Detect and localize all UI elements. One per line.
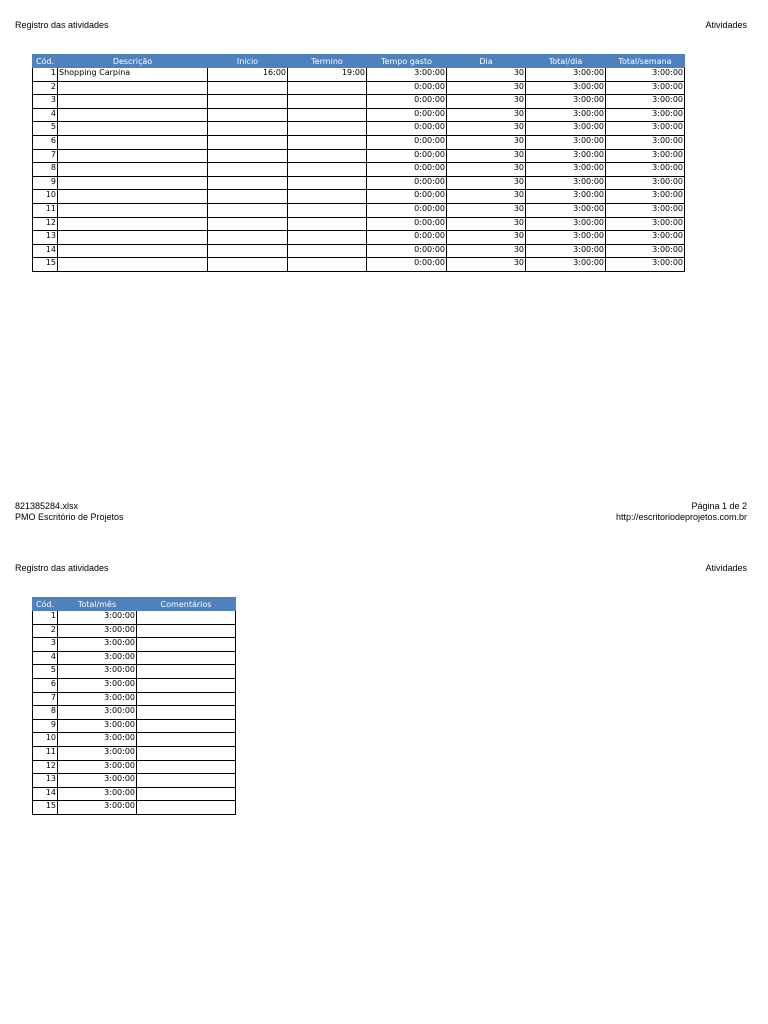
table-row <box>33 122 685 136</box>
cell-tempo-gasto[interactable]: 0:00:00 <box>367 135 447 149</box>
table-row <box>33 611 236 625</box>
table-row <box>33 801 236 815</box>
cell-dia[interactable]: 30 <box>447 81 526 95</box>
cell-total-semana[interactable]: 3:00:00 <box>606 95 685 109</box>
cell-total-semana[interactable]: 3:00:00 <box>606 231 685 245</box>
cell-termino[interactable] <box>288 217 367 231</box>
cell-dia[interactable]: 30 <box>447 135 526 149</box>
cell-cod[interactable]: 12 <box>33 217 58 231</box>
cell-total-dia[interactable]: 3:00:00 <box>526 217 606 231</box>
table-row <box>33 678 236 692</box>
cell-comentarios[interactable] <box>137 624 236 638</box>
cell-termino[interactable]: 19:00 <box>288 68 367 82</box>
cell-total-mes[interactable]: 3:00:00 <box>58 638 137 652</box>
cell-tempo-gasto[interactable]: 0:00:00 <box>367 217 447 231</box>
cell-comentarios[interactable] <box>137 801 236 815</box>
cell-total-dia[interactable]: 3:00:00 <box>526 258 606 272</box>
cell-total-dia[interactable]: 3:00:00 <box>526 203 606 217</box>
cell-termino[interactable] <box>288 122 367 136</box>
cell-dia[interactable]: 30 <box>447 258 526 272</box>
cell-cod[interactable]: 9 <box>33 719 58 733</box>
cell-total-mes[interactable]: 3:00:00 <box>58 746 137 760</box>
table-row <box>33 163 685 177</box>
page2-header-right: Atividades <box>705 563 747 573</box>
cell-cod[interactable]: 9 <box>33 176 58 190</box>
table-row <box>33 217 685 231</box>
cell-termino[interactable] <box>288 108 367 122</box>
cell-descricao[interactable] <box>58 217 208 231</box>
monthly-totals-table <box>32 597 236 815</box>
cell-total-dia[interactable]: 3:00:00 <box>526 108 606 122</box>
cell-inicio[interactable] <box>208 149 288 163</box>
cell-descricao[interactable] <box>58 258 208 272</box>
cell-inicio[interactable] <box>208 258 288 272</box>
col-header-comentarios[interactable]: Comentários <box>137 598 236 611</box>
table-row <box>33 190 685 204</box>
cell-inicio[interactable] <box>208 244 288 258</box>
cell-total-semana[interactable]: 3:00:00 <box>606 176 685 190</box>
cell-total-mes[interactable]: 3:00:00 <box>58 774 137 788</box>
cell-cod[interactable]: 4 <box>33 108 58 122</box>
cell-total-mes[interactable]: 3:00:00 <box>58 801 137 815</box>
cell-cod[interactable]: 2 <box>33 624 58 638</box>
col-header-inicio[interactable]: Inicio <box>208 55 288 68</box>
cell-termino[interactable] <box>288 95 367 109</box>
cell-total-mes[interactable]: 3:00:00 <box>58 651 137 665</box>
cell-comentarios[interactable] <box>137 692 236 706</box>
cell-descricao[interactable] <box>58 176 208 190</box>
cell-total-semana[interactable]: 3:00:00 <box>606 217 685 231</box>
cell-dia[interactable]: 30 <box>447 244 526 258</box>
cell-total-semana[interactable]: 3:00:00 <box>606 81 685 95</box>
cell-cod[interactable]: 12 <box>33 760 58 774</box>
cell-total-dia[interactable]: 3:00:00 <box>526 95 606 109</box>
cell-cod[interactable]: 10 <box>33 190 58 204</box>
cell-cod[interactable]: 7 <box>33 692 58 706</box>
cell-comentarios[interactable] <box>137 760 236 774</box>
cell-total-semana[interactable]: 3:00:00 <box>606 258 685 272</box>
cell-total-mes[interactable]: 3:00:00 <box>58 760 137 774</box>
cell-cod[interactable]: 15 <box>33 258 58 272</box>
cell-cod[interactable]: 2 <box>33 81 58 95</box>
cell-cod[interactable]: 11 <box>33 746 58 760</box>
cell-comentarios[interactable] <box>137 651 236 665</box>
table-row <box>33 733 236 747</box>
cell-cod[interactable]: 4 <box>33 651 58 665</box>
cell-tempo-gasto[interactable]: 0:00:00 <box>367 244 447 258</box>
cell-tempo-gasto[interactable]: 0:00:00 <box>367 108 447 122</box>
table-row <box>33 719 236 733</box>
cell-total-mes[interactable]: 3:00:00 <box>58 719 137 733</box>
cell-inicio[interactable] <box>208 81 288 95</box>
col-header-tempo-gasto[interactable]: Tempo gasto <box>367 55 447 68</box>
cell-total-mes[interactable]: 3:00:00 <box>58 706 137 720</box>
cell-descricao[interactable] <box>58 122 208 136</box>
cell-cod[interactable]: 5 <box>33 665 58 679</box>
cell-cod[interactable]: 8 <box>33 706 58 720</box>
footer-filename: 821385284.xlsx <box>15 501 79 511</box>
col-header-total-semana[interactable]: Total/semana <box>606 55 685 68</box>
cell-descricao[interactable] <box>58 135 208 149</box>
footer-website: http://escritoriodeprojetos.com.br <box>615 512 747 522</box>
cell-termino[interactable] <box>288 231 367 245</box>
cell-total-semana[interactable]: 3:00:00 <box>606 68 685 82</box>
cell-cod[interactable]: 3 <box>33 95 58 109</box>
cell-cod[interactable]: 8 <box>33 163 58 177</box>
cell-cod[interactable]: 7 <box>33 149 58 163</box>
cell-cod[interactable]: 6 <box>33 135 58 149</box>
table-row <box>33 81 685 95</box>
col-header-termino[interactable]: Termino <box>288 55 367 68</box>
cell-total-semana[interactable]: 3:00:00 <box>606 135 685 149</box>
cell-dia[interactable]: 30 <box>447 122 526 136</box>
cell-descricao[interactable] <box>58 231 208 245</box>
table-row <box>33 68 685 82</box>
cell-total-dia[interactable]: 3:00:00 <box>526 135 606 149</box>
cell-total-dia[interactable]: 3:00:00 <box>526 81 606 95</box>
page1-header-left: Registro das atividades <box>15 20 109 30</box>
cell-total-dia[interactable]: 3:00:00 <box>526 122 606 136</box>
cell-inicio[interactable]: 16:00 <box>208 68 288 82</box>
cell-inicio[interactable] <box>208 203 288 217</box>
cell-total-mes[interactable]: 3:00:00 <box>58 678 137 692</box>
cell-cod[interactable]: 1 <box>33 611 58 625</box>
table-row <box>33 258 685 272</box>
cell-termino[interactable] <box>288 176 367 190</box>
cell-tempo-gasto[interactable]: 0:00:00 <box>367 163 447 177</box>
cell-dia[interactable]: 30 <box>447 149 526 163</box>
cell-descricao[interactable] <box>58 163 208 177</box>
cell-total-semana[interactable]: 3:00:00 <box>606 122 685 136</box>
cell-dia[interactable]: 30 <box>447 68 526 82</box>
col-header-total-dia[interactable]: Total/dia <box>526 55 606 68</box>
cell-dia[interactable]: 30 <box>447 203 526 217</box>
cell-dia[interactable]: 30 <box>447 108 526 122</box>
activities-table <box>32 54 685 272</box>
table-row <box>33 638 236 652</box>
cell-comentarios[interactable] <box>137 611 236 625</box>
cell-total-mes[interactable]: 3:00:00 <box>58 733 137 747</box>
cell-termino[interactable] <box>288 81 367 95</box>
cell-termino[interactable] <box>288 149 367 163</box>
cell-tempo-gasto[interactable]: 0:00:00 <box>367 190 447 204</box>
footer-page-number: Página 1 de 2 <box>691 501 747 511</box>
table-row <box>33 760 236 774</box>
table-row <box>33 651 236 665</box>
cell-cod[interactable]: 13 <box>33 774 58 788</box>
cell-inicio[interactable] <box>208 122 288 136</box>
cell-total-dia[interactable]: 3:00:00 <box>526 231 606 245</box>
cell-descricao[interactable] <box>58 203 208 217</box>
cell-descricao[interactable] <box>58 244 208 258</box>
cell-cod[interactable]: 11 <box>33 203 58 217</box>
page2-header-left: Registro das atividades <box>15 563 109 573</box>
cell-tempo-gasto[interactable]: 0:00:00 <box>367 122 447 136</box>
cell-dia[interactable]: 30 <box>447 176 526 190</box>
cell-total-semana[interactable]: 3:00:00 <box>606 163 685 177</box>
col-header-cod[interactable]: Cód. <box>33 598 58 611</box>
cell-termino[interactable] <box>288 244 367 258</box>
cell-dia[interactable]: 30 <box>447 231 526 245</box>
cell-cod[interactable]: 14 <box>33 244 58 258</box>
table-row <box>33 149 685 163</box>
table-row <box>33 692 236 706</box>
cell-total-mes[interactable]: 3:00:00 <box>58 665 137 679</box>
cell-total-dia[interactable]: 3:00:00 <box>526 176 606 190</box>
col-header-descricao[interactable]: Descrição <box>58 55 208 68</box>
cell-total-mes[interactable]: 3:00:00 <box>58 611 137 625</box>
cell-cod[interactable]: 14 <box>33 787 58 801</box>
cell-inicio[interactable] <box>208 217 288 231</box>
cell-total-dia[interactable]: 3:00:00 <box>526 244 606 258</box>
cell-cod[interactable]: 15 <box>33 801 58 815</box>
cell-cod[interactable]: 5 <box>33 122 58 136</box>
cell-inicio[interactable] <box>208 190 288 204</box>
table-row <box>33 746 236 760</box>
cell-total-dia[interactable]: 3:00:00 <box>526 68 606 82</box>
cell-dia[interactable]: 30 <box>447 163 526 177</box>
cell-descricao[interactable]: Shopping Carpina <box>58 68 208 82</box>
table-row <box>33 95 685 109</box>
cell-total-dia[interactable]: 3:00:00 <box>526 163 606 177</box>
cell-comentarios[interactable] <box>137 665 236 679</box>
cell-comentarios[interactable] <box>137 719 236 733</box>
table-row <box>33 108 685 122</box>
cell-descricao[interactable] <box>58 108 208 122</box>
cell-termino[interactable] <box>288 135 367 149</box>
cell-tempo-gasto[interactable]: 0:00:00 <box>367 203 447 217</box>
monthly-header-row <box>33 598 236 611</box>
table-row <box>33 706 236 720</box>
col-header-cod[interactable]: Cód. <box>33 55 58 68</box>
table-row <box>33 135 685 149</box>
cell-descricao[interactable] <box>58 190 208 204</box>
table-row <box>33 176 685 190</box>
cell-termino[interactable] <box>288 203 367 217</box>
cell-tempo-gasto[interactable]: 0:00:00 <box>367 149 447 163</box>
cell-cod[interactable]: 10 <box>33 733 58 747</box>
cell-tempo-gasto[interactable]: 0:00:00 <box>367 95 447 109</box>
col-header-dia[interactable]: Dia <box>447 55 526 68</box>
cell-comentarios[interactable] <box>137 787 236 801</box>
table-row <box>33 787 236 801</box>
footer-organization: PMO Escritório de Projetos <box>15 512 124 522</box>
cell-total-semana[interactable]: 3:00:00 <box>606 244 685 258</box>
cell-comentarios[interactable] <box>137 746 236 760</box>
cell-termino[interactable] <box>288 190 367 204</box>
cell-cod[interactable]: 6 <box>33 678 58 692</box>
table-row <box>33 231 685 245</box>
cell-comentarios[interactable] <box>137 638 236 652</box>
cell-total-mes[interactable]: 3:00:00 <box>58 692 137 706</box>
cell-tempo-gasto[interactable]: 0:00:00 <box>367 176 447 190</box>
cell-inicio[interactable] <box>208 163 288 177</box>
cell-cod[interactable]: 13 <box>33 231 58 245</box>
cell-inicio[interactable] <box>208 135 288 149</box>
cell-inicio[interactable] <box>208 231 288 245</box>
cell-inicio[interactable] <box>208 176 288 190</box>
cell-total-semana[interactable]: 3:00:00 <box>606 203 685 217</box>
cell-total-mes[interactable]: 3:00:00 <box>58 624 137 638</box>
cell-tempo-gasto[interactable]: 0:00:00 <box>367 231 447 245</box>
cell-comentarios[interactable] <box>137 706 236 720</box>
cell-termino[interactable] <box>288 258 367 272</box>
cell-termino[interactable] <box>288 163 367 177</box>
cell-tempo-gasto[interactable]: 0:00:00 <box>367 258 447 272</box>
activities-header-row <box>33 55 685 68</box>
table-row <box>33 624 236 638</box>
table-row <box>33 665 236 679</box>
cell-total-semana[interactable]: 3:00:00 <box>606 108 685 122</box>
cell-dia[interactable]: 30 <box>447 217 526 231</box>
cell-total-mes[interactable]: 3:00:00 <box>58 787 137 801</box>
cell-descricao[interactable] <box>58 149 208 163</box>
table-row <box>33 774 236 788</box>
cell-comentarios[interactable] <box>137 678 236 692</box>
cell-dia[interactable]: 30 <box>447 95 526 109</box>
cell-dia[interactable]: 30 <box>447 190 526 204</box>
table-row <box>33 203 685 217</box>
col-header-total-mes[interactable]: Total/mês <box>58 598 137 611</box>
cell-descricao[interactable] <box>58 95 208 109</box>
cell-total-dia[interactable]: 3:00:00 <box>526 190 606 204</box>
cell-descricao[interactable] <box>58 81 208 95</box>
cell-total-semana[interactable]: 3:00:00 <box>606 149 685 163</box>
cell-cod[interactable]: 3 <box>33 638 58 652</box>
cell-comentarios[interactable] <box>137 774 236 788</box>
cell-inicio[interactable] <box>208 108 288 122</box>
cell-total-semana[interactable]: 3:00:00 <box>606 190 685 204</box>
cell-inicio[interactable] <box>208 95 288 109</box>
cell-total-dia[interactable]: 3:00:00 <box>526 149 606 163</box>
page1-header-right: Atividades <box>705 20 747 30</box>
table-row <box>33 244 685 258</box>
cell-comentarios[interactable] <box>137 733 236 747</box>
cell-cod[interactable]: 1 <box>33 68 58 82</box>
cell-tempo-gasto[interactable]: 3:00:00 <box>367 68 447 82</box>
cell-tempo-gasto[interactable]: 0:00:00 <box>367 81 447 95</box>
